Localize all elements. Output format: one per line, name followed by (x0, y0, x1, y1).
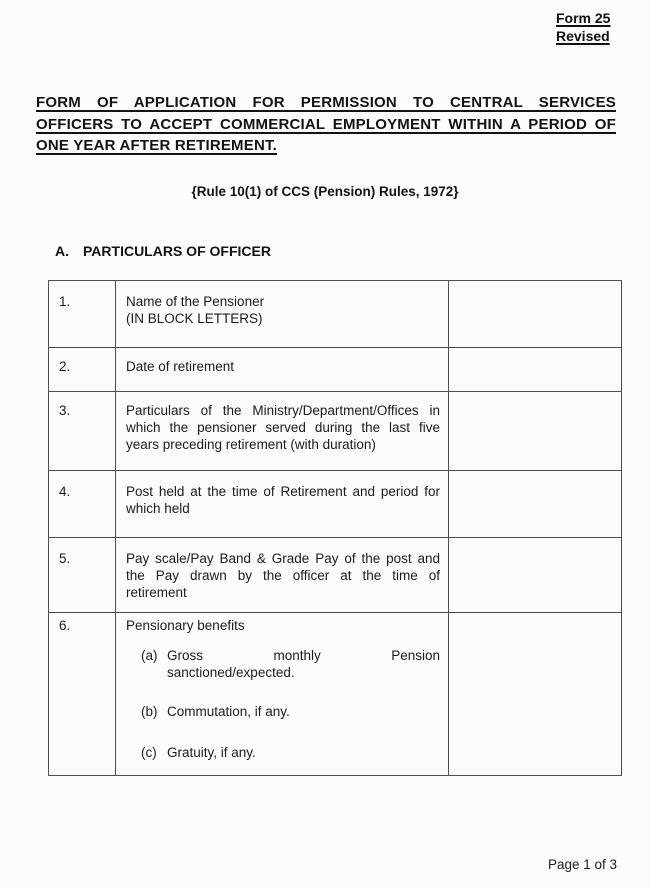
sub-item-b (141, 703, 440, 720)
form-number-block (556, 9, 610, 45)
sub-item-text: Commutation, if any. (167, 704, 290, 719)
row-heading: Pensionary benefits (126, 618, 245, 633)
row-label-line: years preceding retirement (with duration) (126, 437, 376, 452)
row-label (116, 471, 449, 538)
row-value-cell (449, 613, 622, 776)
section-heading (55, 243, 271, 259)
row-label-line: retirement (126, 585, 187, 600)
row-label-line: which the pensioner served during the last five (126, 420, 440, 435)
row-label-line: Post held at the time of Retirement and period for (126, 484, 440, 499)
row-number: 2. (49, 348, 116, 392)
row-number: 3. (49, 392, 116, 471)
table-row (49, 471, 622, 538)
form-title-line-3: ONE YEAR AFTER RETIREMENT. (36, 137, 278, 154)
form-revision: Revised (556, 28, 610, 44)
row-value-cell (449, 392, 622, 471)
row-value-cell (449, 471, 622, 538)
section-label: A. (55, 243, 69, 259)
form-title-line-1: FORM OF APPLICATION FOR PERMISSION TO CENTRAL SERVICES (36, 94, 616, 111)
row-label (116, 348, 449, 392)
page-number: Page 1 of 3 (547, 857, 617, 872)
row-label (116, 392, 449, 471)
row-label-line: Name of the Pensioner (126, 294, 265, 309)
row-label-line: the Pay drawn by the officer at the time of (126, 568, 440, 583)
form-title (36, 92, 616, 157)
particulars-table (48, 280, 622, 776)
sub-item-label: (c) (141, 745, 157, 760)
row-label-line: Date of retirement (126, 359, 235, 374)
rule-reference: {Rule 10(1) of CCS (Pension) Rules, 1972} (191, 184, 459, 199)
row-label-line: Pay scale/Pay Band & Grade Pay of the post and (126, 551, 440, 566)
row-number: 6. (49, 613, 116, 776)
row-label (116, 613, 449, 776)
sub-item-text: Gratuity, if any. (167, 745, 256, 760)
sub-item-label: (a) (141, 648, 158, 663)
row-label-line: which held (126, 501, 190, 516)
sub-item-label: (b) (141, 704, 158, 719)
row-label-line: (IN BLOCK LETTERS) (126, 311, 263, 326)
row-value-cell (449, 348, 622, 392)
row-number: 4. (49, 471, 116, 538)
table-row (49, 538, 622, 613)
row-label (116, 538, 449, 613)
table-row (49, 281, 622, 348)
table-row (49, 613, 622, 776)
row-value-cell (449, 281, 622, 348)
form-title-line-2: OFFICERS TO ACCEPT COMMERCIAL EMPLOYMENT WITHIN A PERIOD OF (36, 115, 616, 133)
table-row (49, 348, 622, 392)
form-number: Form 25 (556, 10, 611, 26)
sub-item-c (141, 744, 440, 761)
row-number: 1. (49, 281, 116, 348)
row-number: 5. (49, 538, 116, 613)
section-title: PARTICULARS OF OFFICER (83, 243, 271, 259)
sub-item-line: Gross monthly Pension (167, 648, 440, 663)
sub-item-text (167, 647, 440, 681)
table-row (49, 392, 622, 471)
sub-item-line: sanctioned/expected. (167, 665, 295, 680)
row-label (116, 281, 449, 348)
row-value-cell (449, 538, 622, 613)
sub-item-a (141, 647, 440, 681)
row-label-line: Particulars of the Ministry/Department/Offices in (126, 403, 440, 418)
